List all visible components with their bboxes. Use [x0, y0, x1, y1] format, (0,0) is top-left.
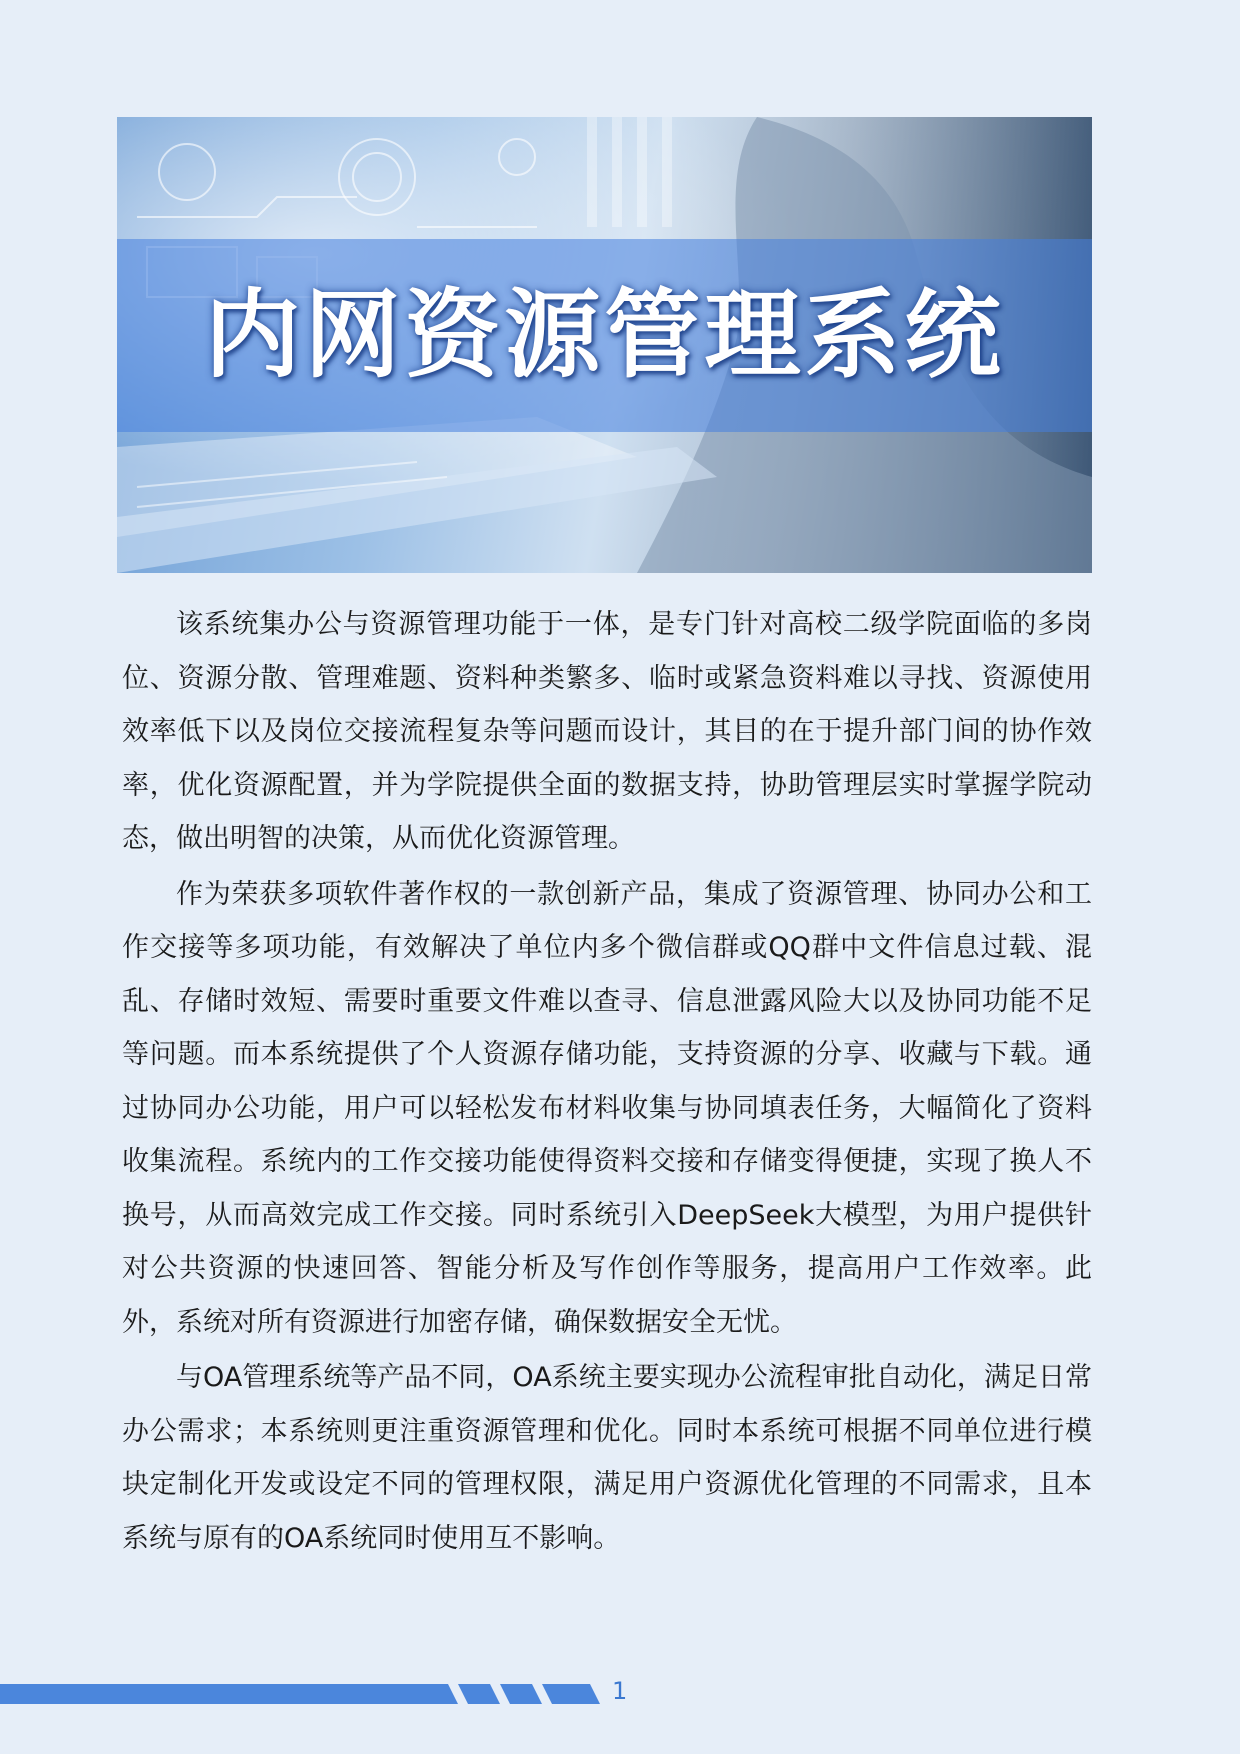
paragraph-1: 该系统集办公与资源管理功能于一体，是专门针对高校二级学院面临的多岗位、资源分散、管理难题、资料种类繁多、临时或紧急资料难以寻找、资源使用效率低下以及岗位交接流程复杂等问题而设计，其目的在于提升部门间的协作效率，优化资源配置，并为学院提供全面的数据支持，协助管理层实时掌握学院动态，做出明智的决策，从而优化资源管理。 — [122, 609, 1092, 854]
page-number: 1 — [612, 1677, 628, 1705]
banner-title: 内网资源管理系统 — [204, 279, 1005, 391]
paragraph-2: 作为荣获多项软件著作权的一款创新产品，集成了资源管理、协同办公和工作交接等多项功能，有效解决了单位内多个微信群或QQ群中文件信息过载、混乱、存储时效短、需要时重要文件难以查寻、信息泄露风险大以及协同功能不足等问题。而本系统提供了个人资源存储功能，支持资源的分享、收藏与下载。通过协同办公功能，用户可以轻松发布材料收集与协同填表任务，大幅简化了资料收集流程。系统内的工作交接功能使得资料交接和存储变得便捷，实现了换人不换号，从而高效完成工作交接。同时系统引入DeepSeek大模型，为用户提供针对公共资源的快速回答、智能分析及写作创作等服务，提高用户工作效率。此外，系统对所有资源进行加密存储，确保数据安全无忧。 — [122, 878, 1092, 1338]
footer-stripe-decoration — [0, 1684, 600, 1704]
paragraph-3: 与OA管理系统等产品不同，OA系统主要实现办公流程审批自动化，满足日常办公需求；本系统则更注重资源管理和优化。同时本系统可根据不同单位进行模块定制化开发或设定不同的管理权限，满足用户资源优化管理的不同需求，且本系统与原有的OA系统同时使用互不影响。 — [122, 1362, 1092, 1554]
article-body — [122, 598, 1092, 1565]
header-banner-image — [117, 117, 1092, 573]
